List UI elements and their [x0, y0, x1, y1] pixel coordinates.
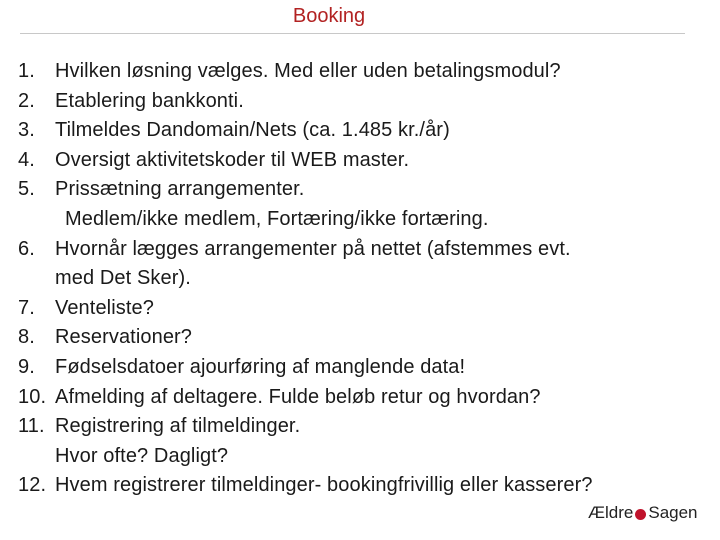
- item-number: 1.: [18, 60, 35, 82]
- item-number: 5.: [18, 178, 35, 201]
- item-text: Venteliste?: [55, 296, 154, 319]
- item-continuation: Hvor ofte? Dagligt?: [55, 444, 229, 467]
- item-number: 9.: [18, 355, 35, 378]
- list-item: [18, 87, 708, 117]
- item-continuation: med Det Sker).: [55, 267, 191, 290]
- item-text: Registrering af tilmeldinger.: [55, 415, 301, 438]
- aeldre-sagen-logo: [588, 503, 698, 523]
- title-divider: [20, 33, 685, 34]
- item-text: Tilmeldes Dandomain/Nets (ca. 1.485 kr./år): [55, 119, 450, 142]
- list-item-continuation: [18, 205, 708, 235]
- list-item: [18, 235, 708, 265]
- list-item: [18, 353, 708, 383]
- item-number: 4.: [18, 148, 35, 171]
- logo-dot-icon: [635, 509, 646, 520]
- item-number: 6.: [18, 237, 35, 260]
- item-text: Hvem registrerer tilmeldinger- bookingfrivillig eller kasserer?: [55, 474, 593, 497]
- list-item-continuation: [18, 264, 708, 294]
- item-text: Fødselsdatoer ajourføring af manglende data!: [55, 355, 466, 378]
- list-item-continuation: [18, 442, 708, 472]
- list-item: [18, 57, 708, 87]
- item-text: Prissætning arrangementer.: [55, 178, 305, 201]
- item-number: 8.: [18, 326, 35, 349]
- item-number: 10.: [18, 385, 47, 408]
- agenda-list: [18, 57, 708, 501]
- item-text: Hvilken løsning vælges. Med eller uden betalingsmodul?: [55, 60, 561, 82]
- list-item: [18, 471, 708, 501]
- list-item: [18, 323, 708, 353]
- list-item: [18, 116, 708, 146]
- list-item: [18, 146, 708, 176]
- item-continuation: Medlem/ikke medlem, Fortæring/ikke fortæring.: [65, 207, 489, 230]
- list-item: [18, 294, 708, 324]
- item-text: Hvornår lægges arrangementer på nettet (afstemmes evt.: [55, 237, 571, 260]
- item-text: Etablering bankkonti.: [55, 89, 244, 112]
- slide-title: Booking: [292, 5, 366, 27]
- item-number: 11.: [18, 415, 45, 438]
- logo-text-part1: Ældre: [588, 503, 634, 522]
- item-text: Oversigt aktivitetskoder til WEB master.: [55, 148, 410, 171]
- item-number: 7.: [18, 296, 35, 319]
- logo-text-part2: Sagen: [648, 503, 698, 522]
- item-number: 2.: [18, 89, 35, 112]
- item-text: Reservationer?: [55, 326, 193, 349]
- item-number: 3.: [18, 119, 35, 142]
- list-item: [18, 383, 708, 413]
- list-item: [18, 412, 708, 442]
- list-item: [18, 175, 708, 205]
- item-text: Afmelding af deltagere. Fulde beløb retur og hvordan?: [55, 385, 541, 408]
- item-number: 12.: [18, 474, 47, 497]
